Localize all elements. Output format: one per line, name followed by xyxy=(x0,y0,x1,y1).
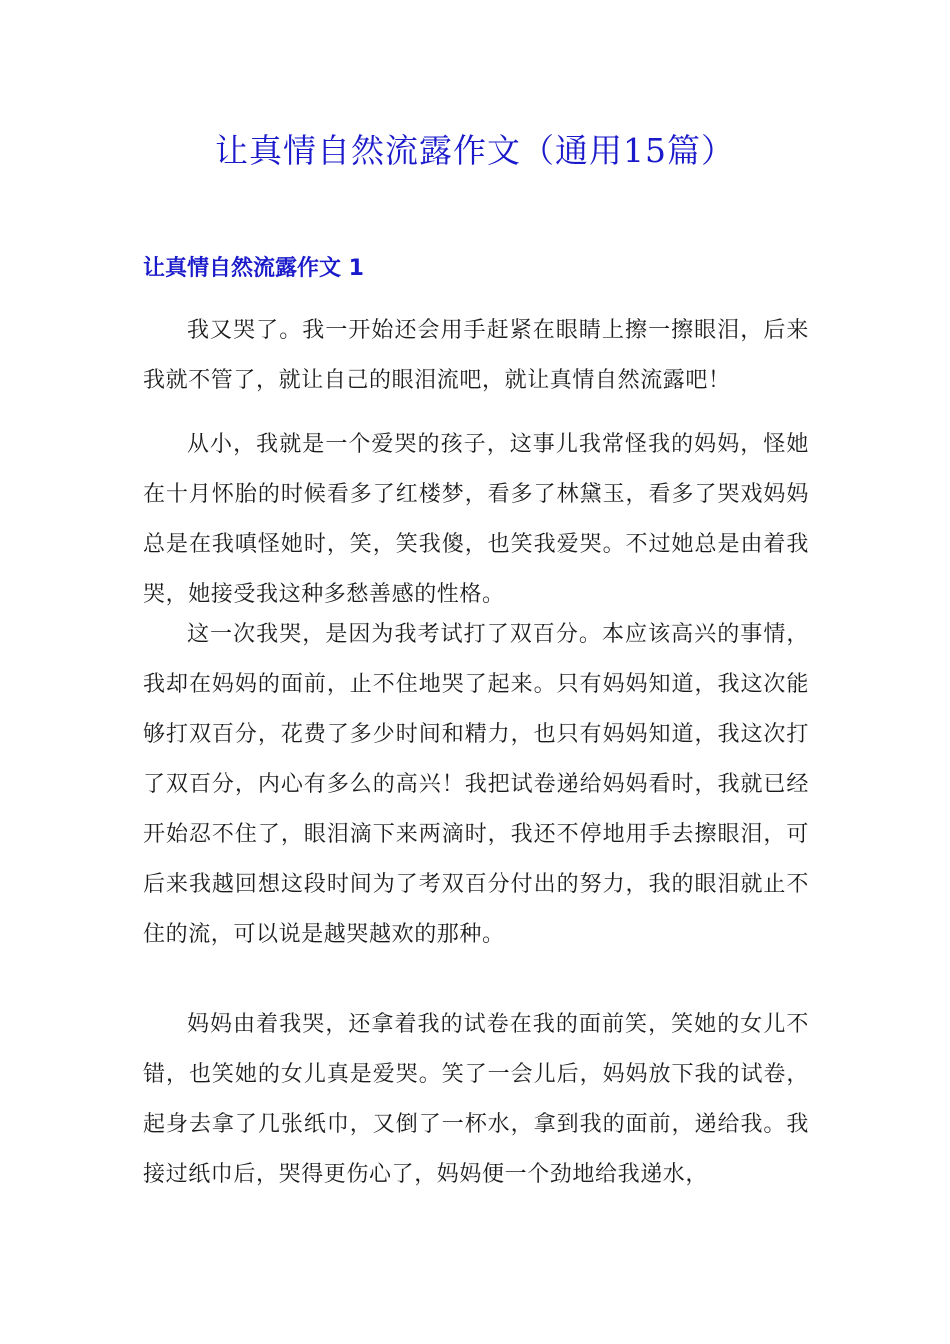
paragraph-3: 这一次我哭，是因为我考试打了双百分。本应该高兴的事情，我却在妈妈的面前，止不住地哭了起来。只有妈妈知道，我这次能够打双百分，花费了多少时间和精力，也只有妈妈知道，我这次打了双百分，内心有多么的高兴！我把试卷递给妈妈看时，我就已经开始忍不住了，眼泪滴下来两滴时，我还不停地用手去擦眼泪，可后来我越回想这段时间为了考双百分付出的努力，我的眼泪就止不住的流，可以说是越哭越欢的那种。 xyxy=(143,622,809,947)
paragraph-2: 从小，我就是一个爱哭的孩子，这事儿我常怪我的妈妈，怪她在十月怀胎的时候看多了红楼梦，看多了林黛玉，看多了哭戏妈妈总是在我嗔怪她时，笑，笑我傻，也笑我爱哭。不过她总是由着我哭，她接受我这种多愁善感的性格。 xyxy=(143,432,809,607)
document-title: 让真情自然流露作文（通用15篇） xyxy=(215,131,735,170)
section-heading: 让真情自然流露作文 1 xyxy=(143,256,364,281)
paragraph-4: 妈妈由着我哭，还拿着我的试卷在我的面前笑，笑她的女儿不错，也笑她的女儿真是爱哭。笑了一会儿后，妈妈放下我的试卷，起身去拿了几张纸巾，又倒了一杯水，拿到我的面前，递给我。我接过纸巾后，哭得更伤心了，妈妈便一个劲地给我递水， xyxy=(143,1012,809,1187)
paragraph-1: 我又哭了。我一开始还会用手赶紧在眼睛上擦一擦眼泪，后来我就不管了，就让自己的眼泪流吧，就让真情自然流露吧！ xyxy=(143,318,809,393)
